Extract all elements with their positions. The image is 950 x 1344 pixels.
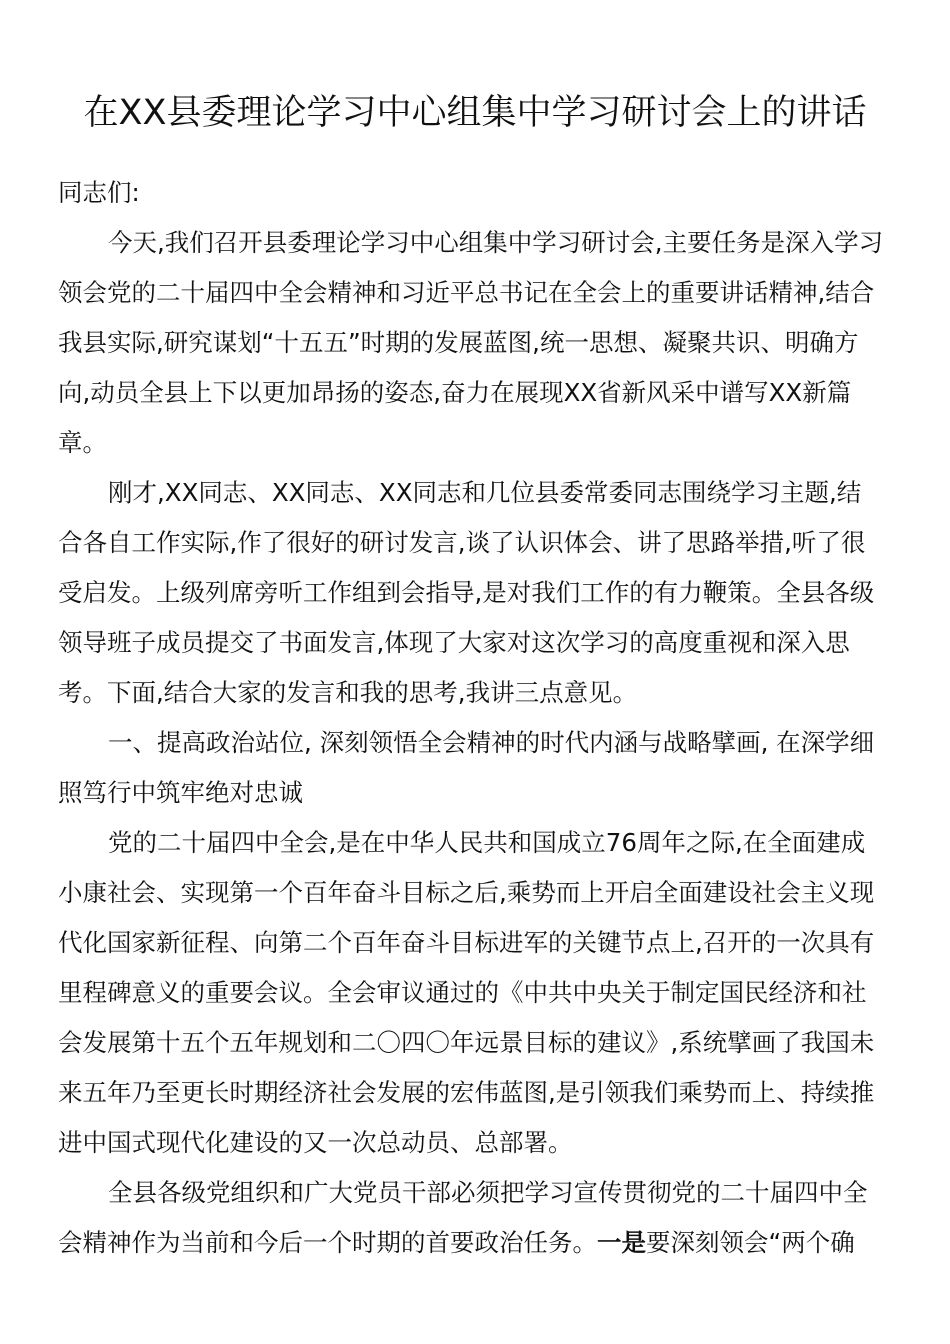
paragraph-line: 章。 [58, 428, 107, 457]
section-heading-line: 照笃行中筑牢绝对忠诚 [58, 778, 303, 807]
document-body [58, 168, 898, 1268]
paragraph-line: 今天,我们召开县委理论学习中心组集中学习研讨会,主要任务是深入学习 [108, 228, 884, 257]
paragraph-line: 领会党的二十届四中全会精神和习近平总书记在全会上的重要讲话精神,结合 [58, 278, 875, 307]
salutation: 同志们: [58, 178, 140, 207]
paragraph-line: 会发展第十五个五年规划和二〇四〇年远景目标的建议》,系统擘画了我国未 [58, 1028, 875, 1057]
paragraph-line: 受启发。上级列席旁听工作组到会指导,是对我们工作的有力鞭策。全县各级 [58, 578, 875, 607]
paragraph-line: 我县实际,研究谋划“十五五”时期的发展蓝图,统一思想、凝聚共识、明确方 [58, 328, 859, 357]
paragraph-line: 全县各级党组织和广大党员干部必须把学习宣传贯彻党的二十届四中全 [108, 1178, 868, 1207]
paragraph-line: 代化国家新征程、向第二个百年奋斗目标进军的关键节点上,召开的一次具有 [58, 928, 875, 957]
emphasis-yishi: 一是 [597, 1228, 646, 1257]
paragraph-line: 党的二十届四中全会,是在中华人民共和国成立76周年之际,在全面建成 [108, 828, 866, 857]
last-line-before: 会精神作为当前和今后一个时期的首要政治任务。 [58, 1228, 597, 1257]
last-line-after: 要深刻领会“两个确 [646, 1228, 855, 1257]
paragraph-line: 向,动员全县上下以更加昂扬的姿态,奋力在展现XX省新风采中谱写XX新篇 [58, 378, 852, 407]
document-title: 在XX县委理论学习中心组集中学习研讨会上的讲话 [83, 93, 867, 134]
paragraph-line: 领导班子成员提交了书面发言,体现了大家对这次学习的高度重视和深入思 [58, 628, 850, 657]
paragraph-line-last [58, 1218, 898, 1268]
paragraph-line: 里程碑意义的重要会议。全会审议通过的《中共中央关于制定国民经济和社 [58, 978, 867, 1007]
paragraph-line: 刚才,XX同志、XX同志、XX同志和几位县委常委同志围绕学习主题,结 [108, 478, 862, 507]
paragraph-line: 进中国式现代化建设的又一次总动员、总部署。 [58, 1128, 573, 1157]
paragraph-line: 小康社会、实现第一个百年奋斗目标之后,乘势而上开启全面建设社会主义现 [58, 878, 875, 907]
paragraph-line: 合各自工作实际,作了很好的研讨发言,谈了认识体会、讲了思路举措,听了很 [58, 528, 866, 557]
paragraph-line: 来五年乃至更长时期经济社会发展的宏伟蓝图,是引领我们乘势而上、持续推 [58, 1078, 875, 1107]
section-heading-line: 一、提高政治站位, 深刻领悟全会精神的时代内涵与战略擘画, 在深学细 [108, 728, 875, 757]
paragraph-line: 考。下面,结合大家的发言和我的思考,我讲三点意见。 [58, 678, 638, 707]
